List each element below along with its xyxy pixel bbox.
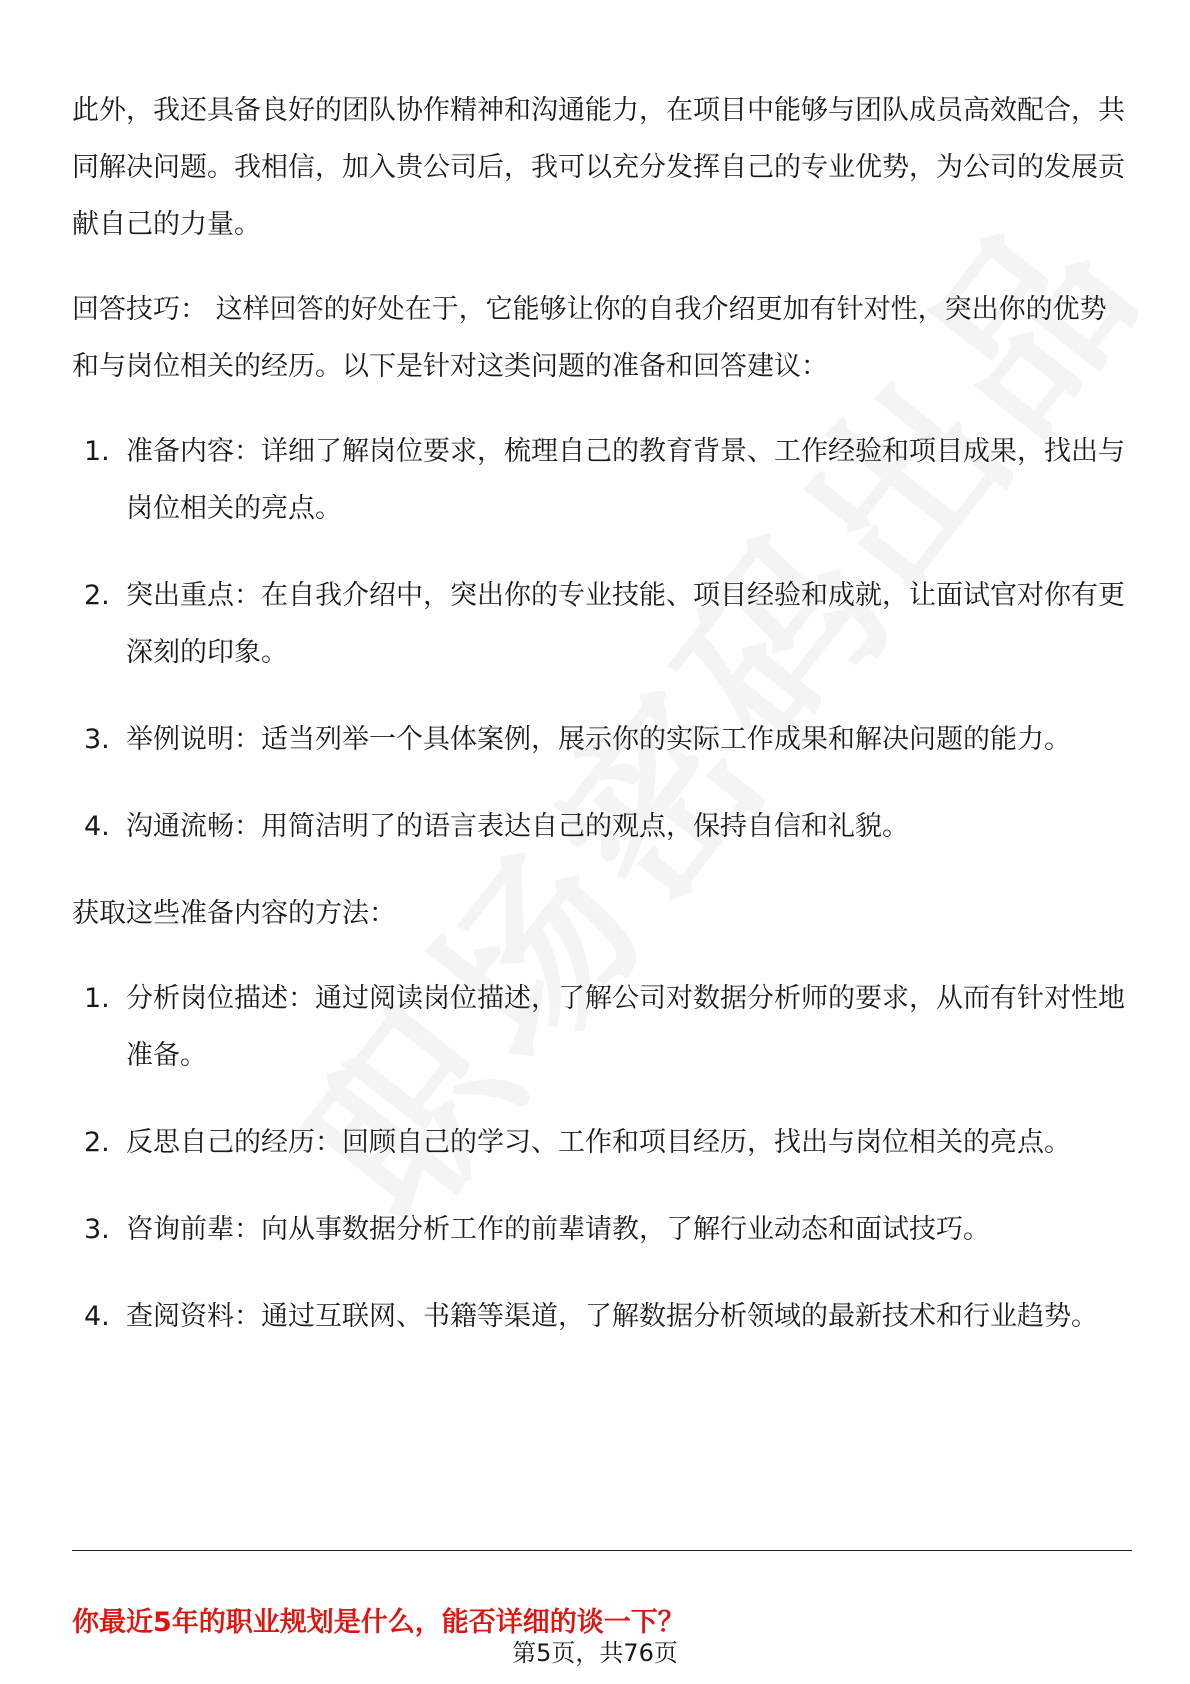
list-item [72, 711, 1132, 768]
list-number: 1. [84, 436, 110, 467]
list-number: 3. [84, 724, 110, 755]
list-number: 2. [84, 580, 110, 611]
list-item [72, 1288, 1132, 1345]
list-item-text: 分析岗位描述：通过阅读岗位描述，了解公司对数据分析师的要求，从而有针对性地准备。 [126, 983, 1125, 1071]
answer-tips-paragraph: 回答技巧： 这样回答的好处在于，它能够让你的自我介绍更加有针对性，突出你的优势和与岗位相关的经历。以下是针对这类问题的准备和回答建议： [72, 294, 1107, 382]
list-number: 1. [84, 983, 110, 1014]
list-item [72, 798, 1132, 855]
list-item [72, 1201, 1132, 1258]
advice-list [72, 423, 1132, 855]
page-number: 第5页，共76页 [512, 1639, 678, 1667]
next-question-heading: 你最近5年的职业规划是什么，能否详细的谈一下？ [72, 1607, 685, 1638]
list-item-text: 沟通流畅：用简洁明了的语言表达自己的观点，保持自信和礼貌。 [126, 811, 909, 842]
intro-paragraph: 此外，我还具备良好的团队协作精神和沟通能力，在项目中能够与团队成员高效配合，共同解决问题。我相信，加入贵公司后，我可以充分发挥自己的专业优势，为公司的发展贡献自己的力量。 [72, 95, 1125, 240]
document-body [72, 82, 1132, 1375]
list-number: 4. [84, 811, 110, 842]
list-item-text: 反思自己的经历：回顾自己的学习、工作和项目经历，找出与岗位相关的亮点。 [126, 1127, 1071, 1158]
list-item-text: 准备内容：详细了解岗位要求，梳理自己的教育背景、工作经验和项目成果，找出与岗位相关的亮点。 [126, 436, 1125, 524]
list-item-text: 突出重点：在自我介绍中，突出你的专业技能、项目经验和成就，让面试官对你有更深刻的印象。 [126, 580, 1125, 668]
list-item-text: 举例说明：适当列举一个具体案例，展示你的实际工作成果和解决问题的能力。 [126, 724, 1071, 755]
list-number: 3. [84, 1214, 110, 1245]
list-item [72, 1114, 1132, 1171]
list-item-text: 查阅资料：通过互联网、书籍等渠道，了解数据分析领域的最新技术和行业趋势。 [126, 1301, 1098, 1332]
list-item [72, 423, 1132, 537]
list-item [72, 567, 1132, 681]
methods-heading: 获取这些准备内容的方法： [72, 898, 396, 929]
list-number: 2. [84, 1127, 110, 1158]
methods-list [72, 970, 1132, 1345]
section-divider [72, 1550, 1132, 1551]
list-item [72, 970, 1132, 1084]
list-item-text: 咨询前辈：向从事数据分析工作的前辈请教，了解行业动态和面试技巧。 [126, 1214, 990, 1245]
list-number: 4. [84, 1301, 110, 1332]
